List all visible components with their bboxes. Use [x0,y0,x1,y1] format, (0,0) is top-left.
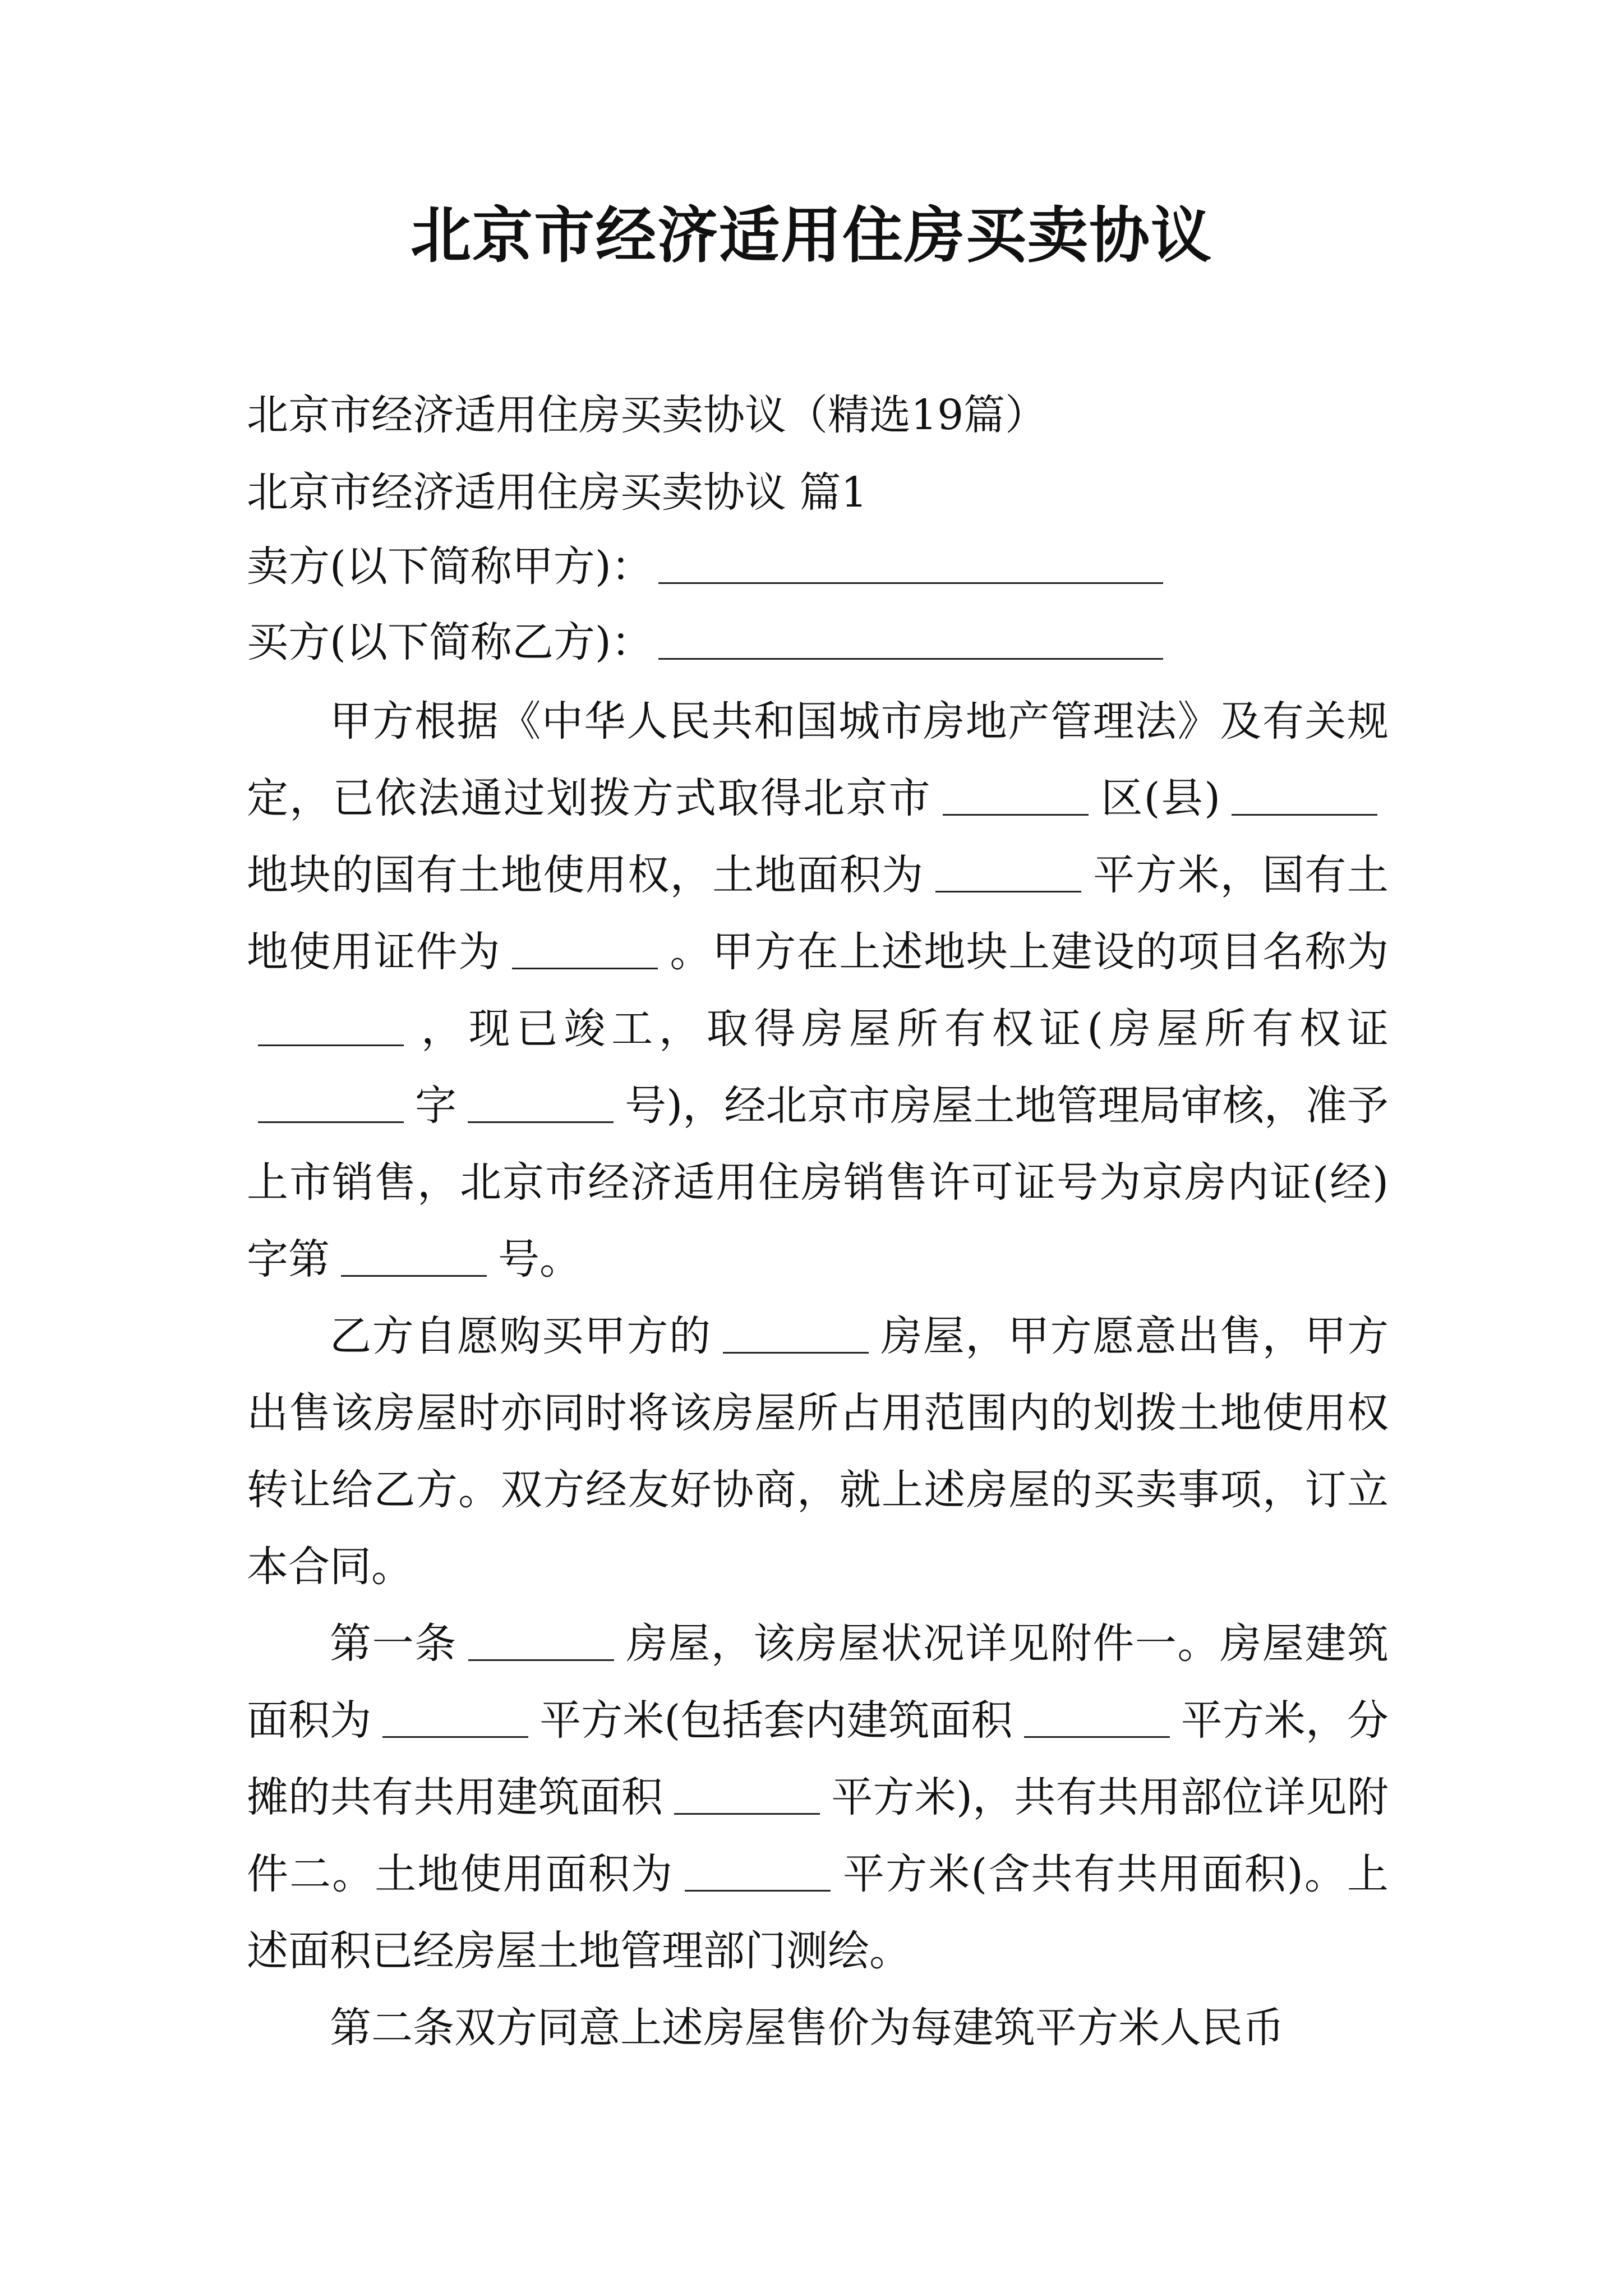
buyer-label: 买方(以下简称乙方)： [247,618,653,666]
p2-text-1: 房屋，甲方愿意出售，甲方出售该房屋时亦同时将该房屋所占用范围内的划拨土地使用权转让给乙方。双方经友好协商，就上述房屋的买卖事项，订立本合同。 [247,1312,1389,1591]
blank-building-area [382,1703,528,1738]
paragraph-4: 第二条双方同意上述房屋售价为每建筑平方米人民币 [330,2004,1284,2052]
paragraph-2 [247,1298,1389,1605]
blank-district [943,780,1089,816]
seller-line [247,539,1163,595]
blank-cert-hao [468,1088,614,1123]
p1-text-1: 区(县) [1100,774,1220,822]
p1-text-4: 。甲方在上述地块上建设的项目名称为 [668,928,1389,976]
p1-text-7: 号)，经北京市房屋土地管理局审核，准予上市销售，北京市经济适用住房销售许可证号为京房内证(经)字第 [247,1082,1389,1283]
p1-text-6: 字 [415,1082,457,1130]
blank-land-cert [512,934,658,969]
p1-text-3: 平方米，国有土地使用证件为 [247,851,1389,976]
blank-shared-area [674,1779,820,1815]
p1-text-2: 地块的国有土地使用权，土地面积为 [247,851,924,899]
p1-text-8: 号。 [498,1235,581,1283]
document-title: 北京市经济适用住房买卖协议 [410,200,1212,271]
buyer-blank [658,619,1163,660]
paragraph-3 [247,1605,1389,1990]
buyer-line [247,614,1163,670]
p3-text-4: 平方米)，共有共用部位详见附件二。土地使用面积为 [247,1773,1389,1898]
p2-text-0: 乙方自愿购买甲方的 [330,1312,712,1360]
p3-text-3: 平方米，分摊的共有共用建筑面积 [247,1696,1389,1821]
document-subtitle: 北京市经济适用住房买卖协议（精选19篇） [247,391,1047,439]
blank-land-use-area [685,1856,831,1892]
p3-text-5: 平方米(含共有共用面积)。上述面积已经房屋土地管理部门测绘。 [247,1850,1389,1975]
p3-text-1: 房屋，该房屋状况详见附件一。房屋建筑面积为 [247,1619,1389,1745]
blank-permit-no [341,1241,487,1277]
p1-text-0: 甲方根据《中华人民共和国城市房地产管理法》及有关规定，已依法通过划拨方式取得北京市 [247,697,1389,822]
blank-house [723,1318,869,1354]
section-heading: 北京市经济适用住房买卖协议 篇1 [247,468,868,517]
seller-blank [658,543,1163,584]
blank-plot [1232,780,1377,816]
p1-text-5: ，现已竣工，取得房屋所有权证(房屋所有权证 [415,1005,1389,1053]
blank-land-area [935,857,1081,892]
seller-label: 卖方(以下简称甲方)： [247,542,653,591]
blank-house-id [468,1626,614,1661]
paragraph-1 [247,683,1389,1298]
body-text [247,683,1389,2067]
p3-text-2: 平方米(包括套内建筑面积 [540,1696,1013,1745]
blank-project-name [258,1011,404,1046]
p3-text-0: 第一条 [330,1619,457,1668]
blank-cert-zi [258,1088,404,1123]
blank-inner-area [1024,1703,1170,1738]
